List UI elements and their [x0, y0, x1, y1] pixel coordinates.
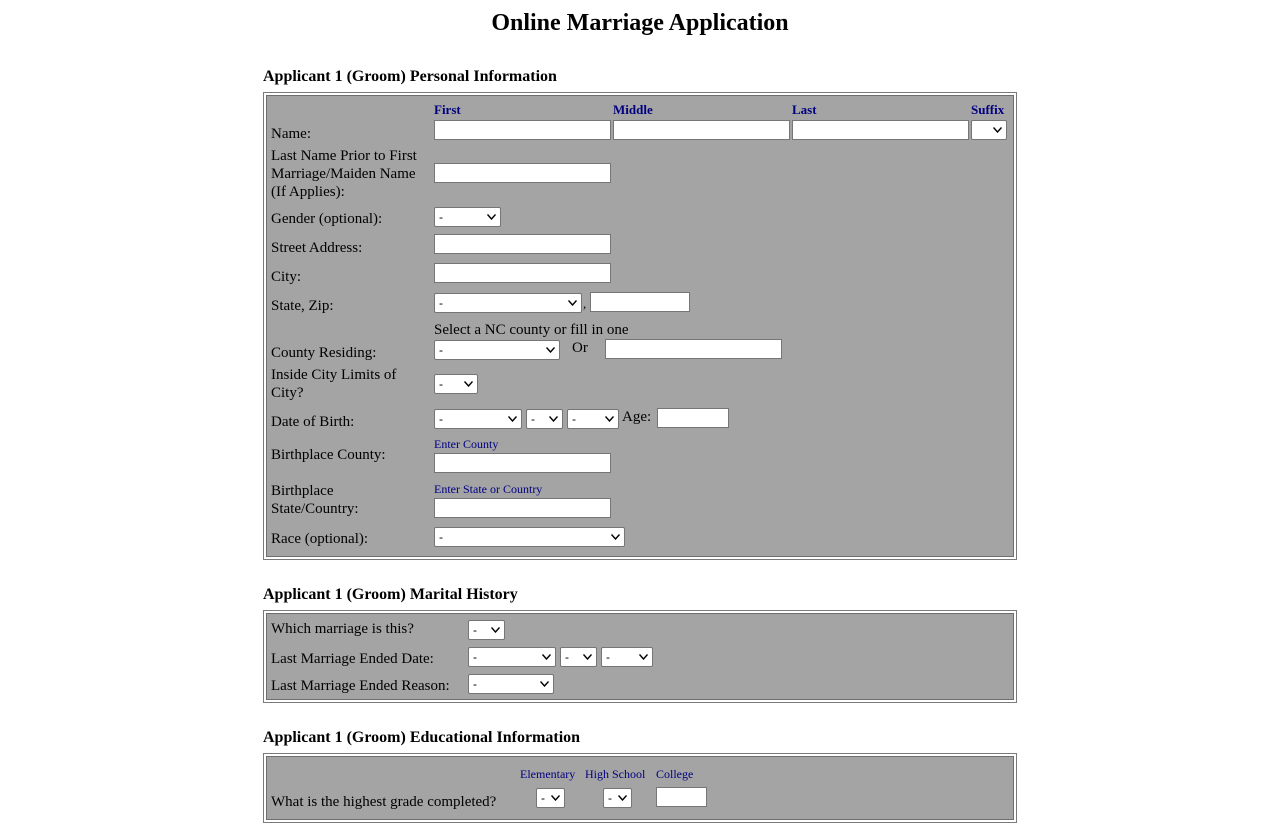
county-select-value: -	[439, 343, 443, 357]
state-zip-separator: ,	[583, 296, 587, 311]
gender-select[interactable]	[434, 207, 501, 227]
gender-select-value: -	[439, 210, 443, 224]
chevron-down-icon	[639, 654, 648, 660]
dob-day-value: -	[531, 412, 535, 426]
which-marriage-label: Which marriage is this?	[271, 621, 414, 637]
inside-city-select[interactable]	[434, 374, 478, 394]
elementary-select-value: -	[541, 791, 545, 805]
marital-section-title: Applicant 1 (Groom) Marital History	[263, 586, 518, 603]
street-address-input[interactable]	[434, 234, 611, 254]
chevron-down-icon	[508, 416, 517, 422]
birth-state-hint: Enter State or Country	[434, 482, 543, 496]
gender-label: Gender (optional):	[271, 211, 383, 227]
dob-day-select[interactable]	[526, 409, 563, 429]
chevron-down-icon	[487, 214, 496, 220]
street-address-label: Street Address:	[271, 240, 363, 256]
inside-city-label-line1: Inside City Limits of	[271, 367, 397, 383]
elementary-header: Elementary	[520, 767, 576, 781]
birthplace-state-label-line1: Birthplace	[271, 483, 334, 499]
first-name-header: First	[434, 102, 461, 117]
personal-section-title: Applicant 1 (Groom) Personal Information	[263, 68, 557, 85]
last-marriage-ended-reason-label: Last Marriage Ended Reason:	[271, 678, 450, 694]
city-label: City:	[271, 269, 302, 285]
county-other-input[interactable]	[605, 339, 782, 359]
county-or-text: Or	[572, 340, 588, 356]
education-section-title: Applicant 1 (Groom) Educational Information	[263, 729, 581, 746]
chevron-down-icon	[583, 654, 592, 660]
high-school-select-value: -	[608, 791, 612, 805]
suffix-select[interactable]	[971, 120, 1007, 140]
name-label: Name:	[271, 126, 311, 142]
maiden-name-label-line3: (If Applies):	[271, 184, 345, 200]
which-marriage-value: -	[473, 623, 477, 637]
middle-name-input[interactable]	[613, 120, 790, 140]
birthplace-state-input[interactable]	[434, 498, 611, 518]
ended-reason-value: -	[473, 677, 477, 691]
chevron-down-icon	[542, 654, 551, 660]
race-select[interactable]	[434, 527, 625, 547]
county-hint: Select a NC county or fill in one	[434, 322, 629, 338]
ended-year-select[interactable]	[601, 647, 653, 667]
chevron-down-icon	[605, 416, 614, 422]
maiden-name-label-line1: Last Name Prior to First	[271, 148, 417, 164]
age-label: Age:	[622, 409, 652, 425]
county-select[interactable]	[434, 340, 560, 360]
birthplace-county-label: Birthplace County:	[271, 447, 386, 463]
middle-name-header: Middle	[613, 102, 653, 117]
first-name-input[interactable]	[434, 120, 611, 140]
chevron-down-icon	[618, 795, 627, 801]
maiden-name-input[interactable]	[434, 163, 611, 183]
chevron-down-icon	[993, 127, 1002, 133]
page-title: Online Marriage Application	[491, 10, 789, 36]
chevron-down-icon	[611, 534, 620, 540]
state-select[interactable]	[434, 293, 582, 313]
maiden-name-label-line2: Marriage/Maiden Name	[271, 166, 416, 182]
state-zip-label: State, Zip:	[271, 298, 334, 314]
which-marriage-select[interactable]	[468, 620, 505, 640]
inside-city-label-line2: City?	[271, 385, 304, 401]
chevron-down-icon	[464, 381, 473, 387]
state-select-value: -	[439, 296, 443, 310]
city-input[interactable]	[434, 263, 611, 283]
high-school-header: High School	[585, 767, 646, 781]
ended-month-select[interactable]	[468, 647, 556, 667]
suffix-header: Suffix	[971, 102, 1005, 117]
college-header: College	[656, 767, 694, 781]
birthplace-county-input[interactable]	[434, 453, 611, 473]
ended-reason-select[interactable]	[468, 674, 554, 694]
ended-day-select[interactable]	[560, 647, 597, 667]
last-marriage-ended-date-label: Last Marriage Ended Date:	[271, 651, 434, 667]
chevron-down-icon	[551, 795, 560, 801]
birthplace-state-label-line2: State/Country:	[271, 501, 359, 517]
chevron-down-icon	[491, 627, 500, 633]
race-select-value: -	[439, 530, 443, 544]
elementary-select[interactable]	[536, 788, 565, 808]
dob-label: Date of Birth:	[271, 414, 355, 430]
race-label: Race (optional):	[271, 531, 369, 547]
chevron-down-icon	[549, 416, 558, 422]
age-input[interactable]	[657, 408, 729, 428]
college-years-input[interactable]	[656, 787, 707, 807]
ended-day-value: -	[565, 650, 569, 664]
inside-city-select-value: -	[439, 377, 443, 391]
dob-year-select[interactable]	[567, 409, 619, 429]
dob-month-select[interactable]	[434, 409, 522, 429]
chevron-down-icon	[546, 347, 555, 353]
ended-year-value: -	[606, 650, 610, 664]
zip-input[interactable]	[590, 292, 690, 312]
high-school-select[interactable]	[603, 788, 632, 808]
dob-year-value: -	[572, 412, 576, 426]
last-name-header: Last	[792, 102, 817, 117]
chevron-down-icon	[540, 681, 549, 687]
birth-county-hint: Enter County	[434, 437, 499, 451]
county-residing-label: County Residing:	[271, 345, 377, 361]
dob-month-value: -	[439, 412, 443, 426]
chevron-down-icon	[568, 300, 577, 306]
last-name-input[interactable]	[792, 120, 969, 140]
education-panel	[263, 753, 1017, 823]
ended-month-value: -	[473, 650, 477, 664]
highest-grade-label: What is the highest grade completed?	[271, 794, 497, 810]
